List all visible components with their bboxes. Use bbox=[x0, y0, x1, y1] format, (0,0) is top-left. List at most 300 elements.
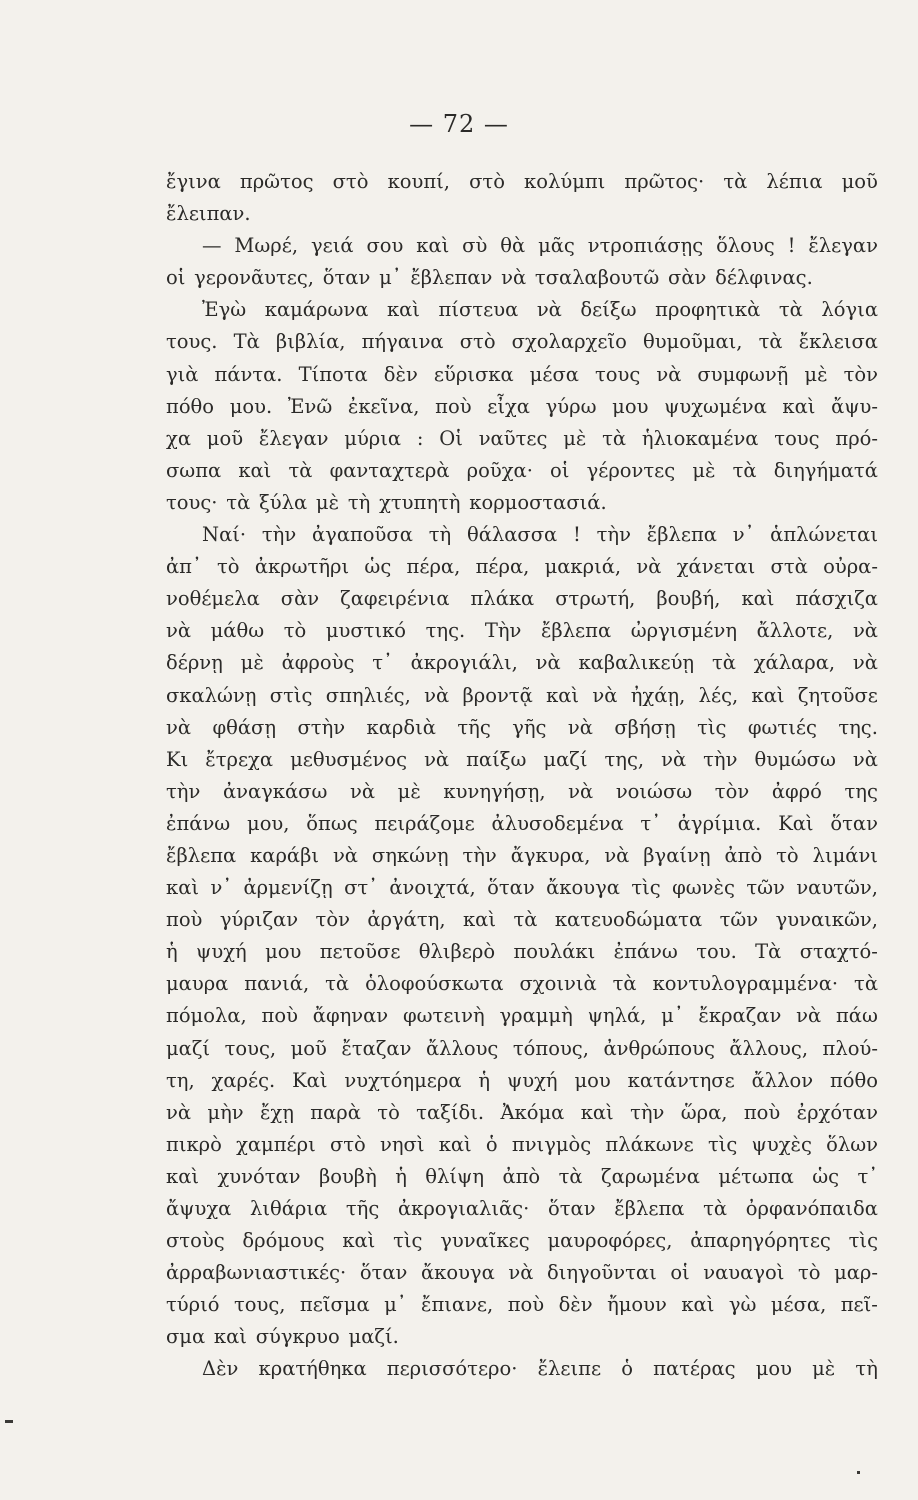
word: ποὺ bbox=[743, 1100, 781, 1124]
word: ἔβλεπα bbox=[540, 619, 612, 643]
word: δέλφινας. bbox=[715, 266, 813, 290]
word: νὰ bbox=[536, 298, 562, 322]
word: στ᾿ bbox=[344, 876, 378, 900]
text-line bbox=[166, 744, 878, 776]
word: ἄκουγα bbox=[420, 1261, 495, 1285]
word: κατευοδώματα bbox=[554, 908, 703, 932]
word: νὰ bbox=[166, 619, 192, 643]
word: νὰ bbox=[424, 683, 450, 707]
word: πόθο bbox=[166, 394, 215, 418]
word: διηγήματά bbox=[773, 458, 878, 482]
word: μου. bbox=[229, 394, 273, 418]
word: εὕρισκα bbox=[433, 362, 514, 386]
word: ἐρχόταν bbox=[796, 1100, 878, 1124]
word: τὰ bbox=[558, 1164, 583, 1188]
word: ἀλυσοδεμένα bbox=[491, 811, 624, 835]
word: ἀκρωτῆρι bbox=[254, 555, 350, 579]
word: ζαφειρένια bbox=[340, 587, 450, 611]
text-line bbox=[166, 487, 878, 519]
word: τὴν bbox=[596, 523, 631, 547]
word: χυνόταν bbox=[217, 1164, 301, 1188]
word: στὸ bbox=[469, 170, 505, 193]
word: ὁλοφούσκωτα bbox=[365, 972, 504, 996]
word: καὶ bbox=[238, 458, 272, 482]
word: δὲν bbox=[383, 362, 418, 386]
word: Μωρέ, bbox=[234, 234, 299, 258]
word: μάθω bbox=[210, 619, 265, 643]
text-line bbox=[166, 519, 878, 551]
text-line bbox=[166, 647, 878, 679]
word: ὥρα, bbox=[680, 1100, 728, 1124]
word: κρατήθηκα bbox=[258, 1357, 367, 1381]
word: ἔβλεπα bbox=[646, 523, 717, 547]
word: γῆς bbox=[512, 715, 547, 739]
word: τὴν bbox=[703, 747, 738, 771]
word: σὺ bbox=[462, 234, 488, 258]
word: Τὴν bbox=[484, 619, 522, 643]
word: νὰ bbox=[656, 362, 682, 386]
word: νὰ bbox=[350, 779, 376, 803]
word: ὅλων bbox=[826, 1132, 878, 1156]
word: ἔγινα bbox=[166, 170, 221, 193]
word: καράβι bbox=[250, 843, 320, 867]
word: σχοινιὰ bbox=[519, 972, 597, 996]
word: στὸ bbox=[332, 170, 369, 193]
word: πόθο bbox=[829, 1068, 878, 1092]
word: ψυχωμένα bbox=[664, 394, 767, 418]
word: ἁπλώνεται bbox=[770, 523, 878, 547]
word: καὶ bbox=[741, 587, 775, 611]
word: του. bbox=[696, 940, 737, 964]
word: ἀπὸ bbox=[502, 1164, 541, 1188]
word: στὴν bbox=[297, 715, 346, 739]
word: κατάντησε bbox=[627, 1068, 735, 1092]
word: τῆς bbox=[345, 1197, 380, 1220]
word: ὅταν bbox=[830, 811, 878, 835]
word: πέρα, bbox=[475, 555, 530, 579]
word: Τὰ bbox=[755, 940, 782, 964]
word: χα bbox=[166, 426, 191, 450]
scan-speck bbox=[857, 1471, 860, 1474]
word: εἶχα bbox=[487, 394, 530, 418]
word: ἡ bbox=[166, 940, 178, 964]
word: ποὺ bbox=[261, 1004, 298, 1028]
word: φθάσῃ bbox=[212, 715, 277, 739]
word: ἔβλεπα bbox=[166, 843, 237, 867]
word: τη, bbox=[166, 1068, 195, 1092]
word: καὶ bbox=[166, 876, 200, 900]
word: γυναικῶν, bbox=[775, 908, 878, 932]
word: πετοῦσε bbox=[319, 940, 401, 964]
word: στρωτή, bbox=[555, 587, 636, 611]
word: της. bbox=[838, 715, 878, 739]
word: νὰ bbox=[636, 555, 662, 579]
text-line bbox=[166, 1000, 878, 1032]
word: πίστευα bbox=[438, 298, 519, 322]
word: τὶς bbox=[697, 715, 727, 739]
text-line bbox=[166, 1289, 878, 1321]
text-line bbox=[166, 166, 878, 198]
word: πουλάκι bbox=[513, 940, 596, 964]
word: σὰν bbox=[280, 587, 320, 611]
word: δρόμους bbox=[242, 1229, 325, 1253]
word: τ᾿ bbox=[372, 651, 393, 675]
word: τους bbox=[594, 362, 641, 386]
word: χαρές. bbox=[211, 1068, 276, 1092]
word: ἠχάῃ, bbox=[630, 683, 686, 707]
word: ὁ bbox=[485, 1132, 498, 1156]
word: τὰ bbox=[758, 330, 783, 354]
word: μου bbox=[574, 1068, 611, 1092]
word: σωπα bbox=[166, 458, 222, 482]
word: χαμπέρι bbox=[236, 1132, 316, 1156]
word: της. bbox=[425, 619, 466, 643]
word: τὴν bbox=[261, 523, 297, 547]
word: καὶ bbox=[462, 908, 496, 932]
text-line bbox=[166, 872, 878, 904]
word: τὰ bbox=[288, 458, 313, 482]
word: Ἐνῶ bbox=[287, 394, 333, 418]
text-line bbox=[166, 1033, 878, 1065]
word: Κι bbox=[166, 747, 189, 771]
word: μέτωπα bbox=[718, 1164, 794, 1188]
word: μ᾿ bbox=[379, 266, 402, 290]
word: τσαλαβουτῶ bbox=[534, 266, 660, 290]
word: νοιώσω bbox=[615, 779, 693, 803]
word: ἐπάνω bbox=[166, 811, 231, 835]
word: χάλαρα, bbox=[753, 651, 836, 675]
text-line bbox=[166, 1353, 878, 1385]
word: ναυτῶν, bbox=[796, 876, 878, 900]
word: θάλασσα bbox=[466, 523, 558, 547]
word: μου bbox=[755, 1357, 792, 1381]
margin-mark bbox=[5, 1420, 13, 1423]
word: τὰ bbox=[226, 490, 251, 514]
word: τὸν bbox=[315, 908, 350, 932]
word: καὶ bbox=[213, 1325, 247, 1349]
word: ἀπ᾿ bbox=[166, 555, 202, 579]
word: πατέρας bbox=[653, 1357, 736, 1381]
word: περισσότερο· bbox=[386, 1357, 518, 1381]
word: ἄκουγα bbox=[546, 876, 620, 900]
word: καβαλικεύῃ bbox=[578, 651, 695, 675]
word: πειράζομε bbox=[374, 811, 475, 835]
word: μαζί. bbox=[348, 1325, 399, 1349]
word: νὰ bbox=[661, 747, 687, 771]
word: στοὺς bbox=[166, 1229, 225, 1253]
word: νὰ bbox=[568, 779, 594, 803]
word: νὰ bbox=[424, 747, 450, 771]
word: της bbox=[844, 779, 878, 803]
word: ἡ bbox=[395, 1164, 407, 1188]
word: ὅταν bbox=[548, 1197, 596, 1220]
word: νοθέμελα bbox=[166, 587, 260, 611]
word: ἔλεγαν bbox=[808, 234, 878, 258]
word: ἄψυ- bbox=[831, 394, 878, 418]
word: χτυπητὴ bbox=[379, 490, 461, 514]
word: ἄλλους bbox=[425, 1036, 499, 1060]
word: ὡς bbox=[364, 555, 392, 579]
word: Τὰ bbox=[233, 330, 260, 354]
word: πρῶτος bbox=[239, 170, 314, 193]
word: μ᾿ bbox=[384, 1293, 407, 1317]
word: στὶς bbox=[269, 683, 313, 707]
word: νὰ bbox=[592, 683, 618, 707]
word: θυμώσω bbox=[754, 747, 836, 771]
text-line bbox=[166, 1065, 878, 1097]
word: τὸν bbox=[843, 362, 878, 386]
word: μεθυσμένος bbox=[290, 747, 408, 771]
word: καὶ bbox=[580, 1100, 614, 1124]
word: ντροπιάσῃς bbox=[587, 234, 704, 258]
word: ναυαγοὶ bbox=[703, 1261, 785, 1285]
word: καὶ bbox=[342, 1229, 376, 1253]
word: νὰ bbox=[508, 1261, 534, 1285]
word: ἔπιανε, bbox=[420, 1293, 494, 1317]
word: μου bbox=[612, 394, 649, 418]
word: καὶ bbox=[166, 1164, 200, 1188]
word: κορμοστασιά. bbox=[469, 490, 607, 514]
word: σηκώνῃ bbox=[371, 843, 449, 867]
word: μου, bbox=[247, 811, 290, 835]
word: πλού- bbox=[822, 1036, 878, 1060]
word: πάω bbox=[835, 1004, 878, 1028]
text-line bbox=[166, 583, 878, 615]
word: οἱ bbox=[670, 1261, 690, 1285]
word: ἀγαποῦσα bbox=[312, 523, 413, 547]
word: τὴ bbox=[428, 523, 452, 547]
word: καὶ bbox=[782, 394, 816, 418]
word: Καὶ bbox=[292, 1068, 328, 1092]
word: τὰ bbox=[602, 426, 627, 450]
word: δέρνῃ bbox=[166, 651, 223, 675]
word: καρδιὰ bbox=[366, 715, 436, 739]
word: τους, bbox=[224, 1036, 277, 1060]
word: γερονᾶυτες, bbox=[194, 266, 315, 290]
word: ἔβλεπα bbox=[614, 1197, 685, 1220]
word: ἄλλον bbox=[751, 1068, 814, 1092]
word: μὲ bbox=[692, 458, 716, 482]
word: νὰ bbox=[567, 715, 593, 739]
word: μὲ bbox=[240, 651, 264, 675]
word: λέπια bbox=[766, 170, 823, 193]
word: τὸ bbox=[797, 1261, 821, 1285]
word: τὰ bbox=[703, 1197, 728, 1220]
word: ἔλειπαν. bbox=[166, 202, 251, 226]
word: χάνεται bbox=[676, 555, 756, 579]
word: τὰ bbox=[778, 298, 803, 322]
word: ν᾿ bbox=[210, 876, 233, 900]
word: ἀνοιχτά, bbox=[389, 876, 476, 900]
word: ἀκρογιάλι, bbox=[410, 651, 518, 675]
word: οἱ bbox=[550, 458, 570, 482]
text-line bbox=[166, 1257, 878, 1289]
word: τους, bbox=[233, 1293, 286, 1317]
word: πάσχιζα bbox=[795, 587, 878, 611]
word: ὡς bbox=[812, 1164, 840, 1188]
text-line bbox=[166, 326, 878, 358]
word: ἀνθρώπους bbox=[603, 1036, 715, 1060]
word: θλιβερὸ bbox=[418, 940, 496, 964]
word: τὰ bbox=[854, 972, 878, 996]
word: πάντα. bbox=[214, 362, 283, 386]
word: μέσα, bbox=[770, 1293, 827, 1317]
word: ἔκλεισα bbox=[798, 330, 878, 354]
word: μέσα bbox=[529, 362, 579, 386]
word: Καὶ bbox=[778, 811, 814, 835]
word: τ᾿ bbox=[640, 811, 661, 835]
word: προφητικὰ bbox=[655, 298, 761, 322]
word: σβήσῃ bbox=[614, 715, 676, 739]
word: τους bbox=[774, 426, 820, 450]
word: ἄλλους, bbox=[729, 1036, 809, 1060]
word: — bbox=[202, 234, 222, 258]
word: τὸ bbox=[377, 1100, 400, 1124]
word: στὰ bbox=[770, 555, 808, 579]
word: μὴν bbox=[207, 1100, 244, 1124]
word: μύρια bbox=[344, 426, 402, 450]
text-line bbox=[166, 840, 878, 872]
word: πικρὸ bbox=[166, 1132, 222, 1156]
word: νὰ bbox=[535, 651, 561, 675]
word: μὲ bbox=[804, 362, 828, 386]
word: μαυροφόρες, bbox=[547, 1229, 673, 1253]
word: ἀπὸ bbox=[724, 843, 763, 867]
word: πλάκωνε bbox=[605, 1132, 694, 1156]
word: Δὲν bbox=[202, 1357, 239, 1381]
word: νὰ bbox=[796, 1004, 822, 1028]
word: θυμοῦμαι, bbox=[642, 330, 743, 354]
word: σὰν bbox=[668, 266, 707, 290]
word: νὰ bbox=[166, 1100, 192, 1124]
word: γὼ bbox=[728, 1293, 757, 1317]
word: κολύμπι bbox=[524, 170, 606, 193]
word: ὅταν bbox=[322, 266, 371, 290]
word: τὸ bbox=[283, 619, 307, 643]
word: γραμμὴ bbox=[499, 1004, 573, 1028]
word: βιβλία, bbox=[275, 330, 346, 354]
word: ἔτρεχα bbox=[205, 747, 274, 771]
word: μᾶς bbox=[538, 234, 575, 258]
word: καὶ bbox=[438, 1132, 472, 1156]
word: ἀκρογιαλιᾶς· bbox=[397, 1197, 530, 1220]
word: ἐπάνω bbox=[613, 940, 678, 964]
word: καὶ bbox=[416, 234, 450, 258]
word: φωτεινὴ bbox=[403, 1004, 485, 1028]
word: νὰ bbox=[852, 651, 878, 675]
word: μου bbox=[265, 940, 302, 964]
word: ποὺ bbox=[166, 908, 203, 932]
word: φωτιές bbox=[747, 715, 817, 739]
word: βουβὴ bbox=[318, 1164, 377, 1188]
word: τὶς bbox=[393, 1229, 423, 1253]
word: σπηλιές, bbox=[325, 683, 411, 707]
word: τὴν bbox=[462, 843, 497, 867]
word: ἔλεγαν bbox=[258, 426, 329, 450]
word: νὰ bbox=[501, 266, 527, 290]
word: ἄφηναν bbox=[312, 1004, 389, 1028]
text-line bbox=[166, 1321, 878, 1353]
word: μαζί bbox=[166, 1036, 211, 1060]
word: ἔλειπε bbox=[537, 1357, 602, 1381]
word: ἀρμενίζῃ bbox=[243, 876, 333, 900]
text-line bbox=[166, 968, 878, 1000]
text-line bbox=[166, 808, 878, 840]
word: σκαλώνῃ bbox=[166, 683, 257, 707]
word: νὰ bbox=[332, 843, 358, 867]
word: τύριό bbox=[166, 1293, 220, 1317]
word: σταχτό- bbox=[799, 940, 878, 964]
word: ἡλιοκαμένα bbox=[641, 426, 759, 450]
word: παρὰ bbox=[310, 1100, 361, 1124]
word: λόγια bbox=[821, 298, 878, 322]
word: ποὺ bbox=[507, 1293, 545, 1317]
word: γύρω bbox=[545, 394, 597, 418]
word: νὰ bbox=[852, 747, 878, 771]
word: ψηλά, bbox=[587, 1004, 647, 1028]
word: Ἀκόμα bbox=[500, 1100, 565, 1124]
word: ἄγκυρα, bbox=[510, 843, 591, 867]
word: ψυχή bbox=[506, 1068, 558, 1092]
word: τ᾿ bbox=[857, 1164, 878, 1188]
word: οἱ bbox=[166, 266, 186, 290]
text-line bbox=[166, 1161, 878, 1193]
word: πρό- bbox=[835, 426, 878, 450]
word: τὴν bbox=[630, 1100, 665, 1124]
word: τῆς bbox=[457, 715, 491, 739]
word: ὅταν bbox=[359, 1261, 408, 1285]
word: ἀναγκάσω bbox=[222, 779, 328, 803]
word: της, bbox=[604, 747, 645, 771]
word: δείξω bbox=[580, 298, 637, 322]
word: μοῦ bbox=[290, 1036, 327, 1060]
word: λιμάνι bbox=[812, 843, 878, 867]
text-line bbox=[166, 615, 878, 647]
word: καὶ bbox=[546, 683, 580, 707]
word: μὲ bbox=[397, 779, 421, 803]
word: ἀφροὺς bbox=[281, 651, 355, 675]
word: τους. bbox=[166, 330, 218, 354]
word: στὸ bbox=[329, 1132, 366, 1156]
word: τὰ bbox=[612, 972, 637, 996]
word: θλίψη bbox=[425, 1164, 485, 1188]
word: : bbox=[416, 426, 424, 450]
word: τὸ bbox=[217, 555, 240, 579]
word: Ναί· bbox=[202, 523, 247, 547]
text-line bbox=[166, 262, 878, 294]
word: βγαίνῃ bbox=[643, 843, 711, 867]
word: τὰ bbox=[513, 908, 538, 932]
word: πήγαινα bbox=[361, 330, 444, 354]
word: γιὰ bbox=[166, 362, 199, 386]
word: ν᾿ bbox=[732, 523, 755, 547]
body-text bbox=[166, 166, 878, 1386]
word: φωνὲς bbox=[672, 876, 735, 900]
word: μαυρα bbox=[166, 972, 229, 996]
text-line bbox=[166, 359, 878, 391]
text-line bbox=[166, 680, 878, 712]
word: ποὺ bbox=[435, 394, 472, 418]
word: μοῦ bbox=[841, 170, 878, 193]
text-line bbox=[166, 423, 878, 455]
word: ροῦχα· bbox=[466, 458, 533, 482]
word: τὰ bbox=[711, 651, 736, 675]
word: ἄψυχα bbox=[166, 1197, 232, 1220]
word: ! bbox=[573, 523, 581, 547]
word: κοντυλογραμμένα· bbox=[652, 972, 839, 996]
word: σμα bbox=[166, 1325, 206, 1349]
word: ἀργάτη, bbox=[367, 908, 446, 932]
